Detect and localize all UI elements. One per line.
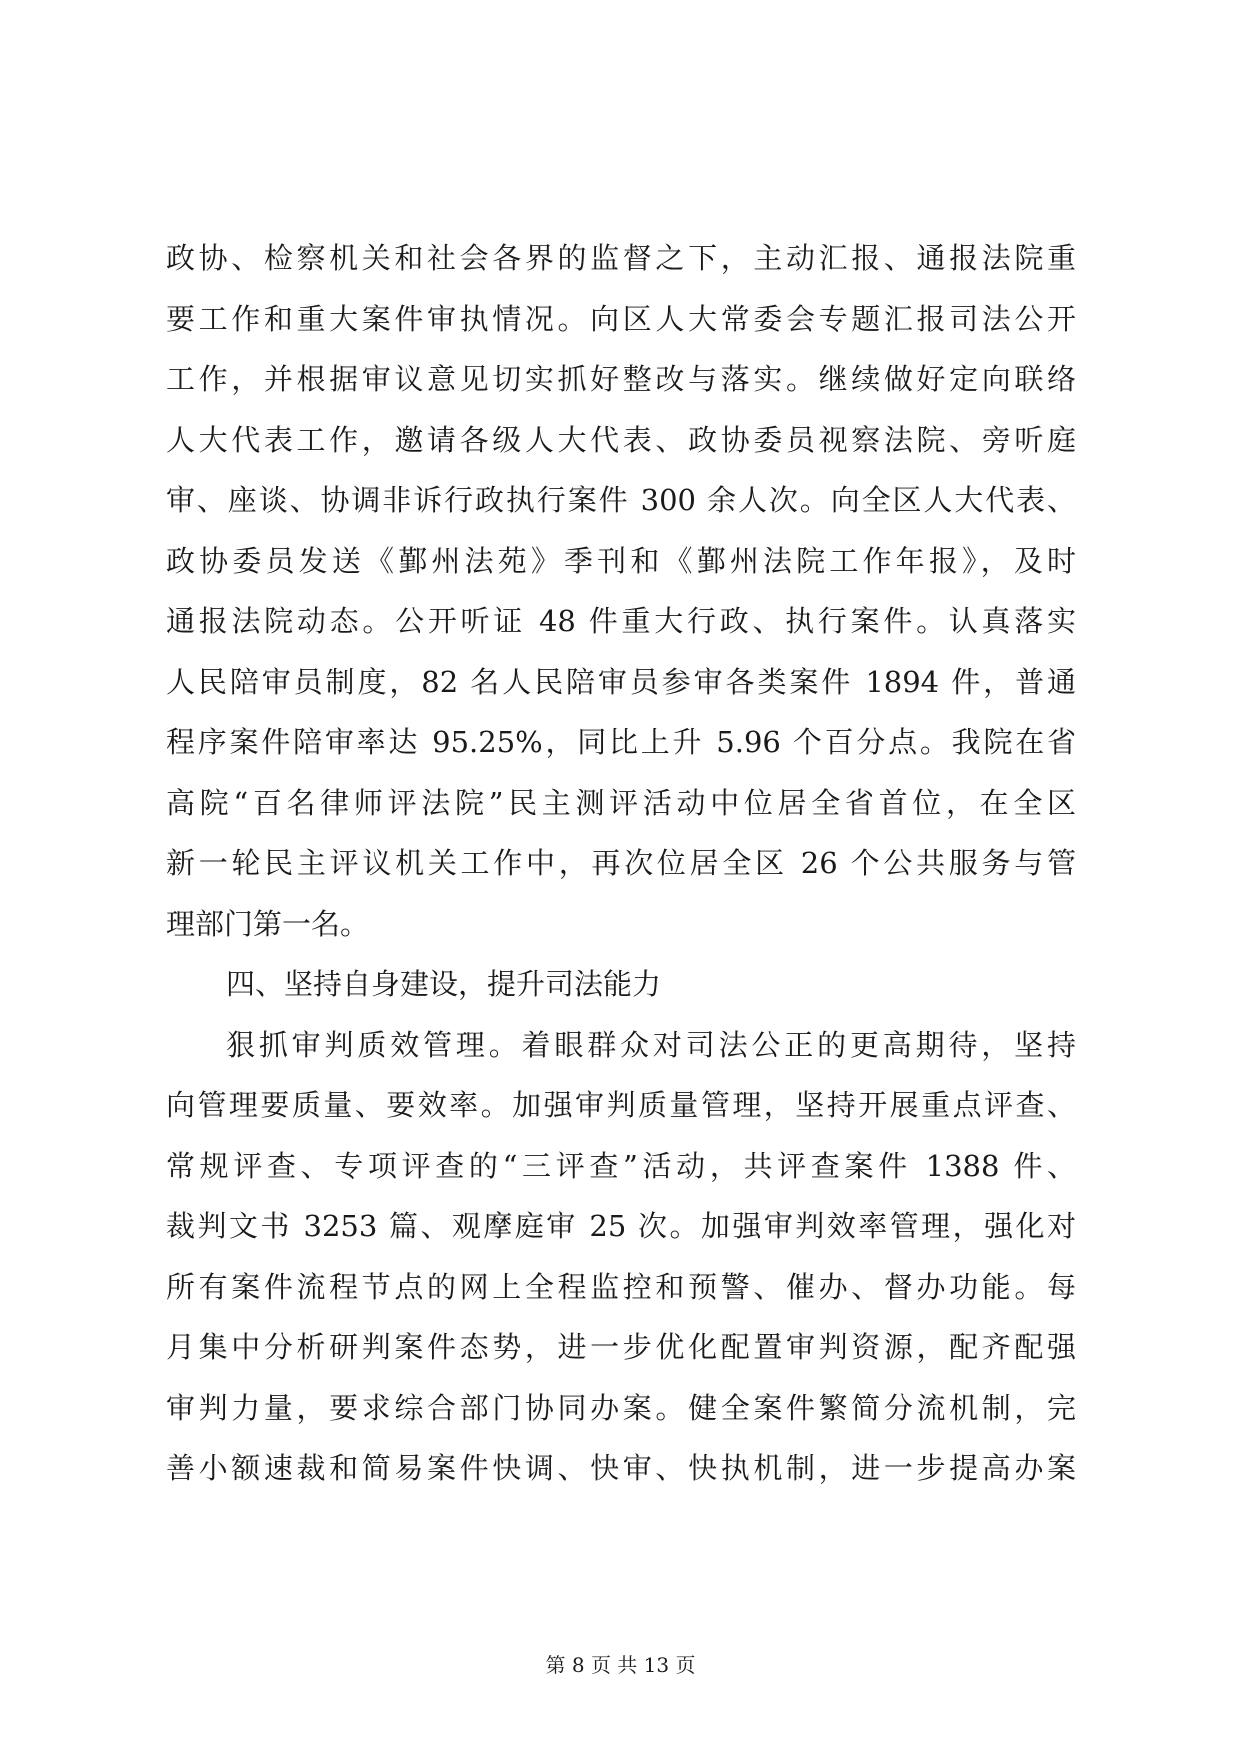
paragraph-line: 高院“百名律师评法院”民主测评活动中位居全省首位，在全区 (166, 785, 1076, 820)
paragraph-line: 工作，并根据审议意见切实抓好整改与落实。继续做好定向联络 (166, 362, 1076, 396)
paragraph-line: 审判力量，要求综合部门协同办案。健全案件繁简分流机制，完 (166, 1390, 1076, 1425)
paragraph-line: 向管理要质量、要效率。加强审判质量管理，坚持开展重点评查、 (166, 1088, 1076, 1122)
paragraph-line: 裁判文书 3253 篇、观摩庭审 25 次。加强审判效率管理，强化对 (166, 1209, 1076, 1243)
paragraph-line: 常规评查、专项评查的“三评查”活动，共评查案件 1388 件、 (166, 1148, 1076, 1183)
paragraph-line: 所有案件流程节点的网上全程监控和预警、催办、督办功能。每 (166, 1269, 1076, 1304)
paragraph-line: 通报法院动态。公开听证 48 件重大行政、执行案件。认真落实 (166, 604, 1076, 638)
paragraph-line: 要工作和重大案件审执情况。向区人大常委会专题汇报司法公开 (166, 301, 1076, 336)
paragraph-line: 善小额速裁和简易案件快调、快审、快执机制，进一步提高办案 (166, 1451, 1076, 1485)
page-number-footer: 第 8 页 共 13 页 (545, 1653, 696, 1677)
paragraph-line: 理部门第一名。 (166, 906, 370, 941)
paragraph-line: 新一轮民主评议机关工作中，再次位居全区 26 个公共服务与管 (166, 846, 1076, 880)
paragraph-line: 人大代表工作，邀请各级人大代表、政协委员视察法院、旁听庭 (166, 422, 1076, 457)
paragraph-line: 审、座谈、协调非诉行政执行案件 300 余人次。向全区人大代表、 (166, 483, 1076, 517)
paragraph-line: 政协、检察机关和社会各界的监督之下，主动汇报、通报法院重 (166, 241, 1076, 275)
paragraph-line: 程序案件陪审率达 95.25%，同比上升 5.96 个百分点。我院在省 (166, 725, 1076, 759)
section-heading: 四、坚持自身建设，提升司法能力 (226, 967, 662, 1001)
document-body (166, 228, 1076, 1499)
paragraph-line: 月集中分析研判案件态势，进一步优化配置审判资源，配齐配强 (166, 1330, 1076, 1364)
paragraph-line: 人民陪审员制度，82 名人民陪审员参审各类案件 1894 件，普通 (166, 664, 1076, 699)
paragraph-line: 政协委员发送《鄞州法苑》季刊和《鄞州法院工作年报》，及时 (166, 543, 1076, 578)
paragraph-line: 狠抓审判质效管理。着眼群众对司法公正的更高期待，坚持 (226, 1027, 1076, 1062)
